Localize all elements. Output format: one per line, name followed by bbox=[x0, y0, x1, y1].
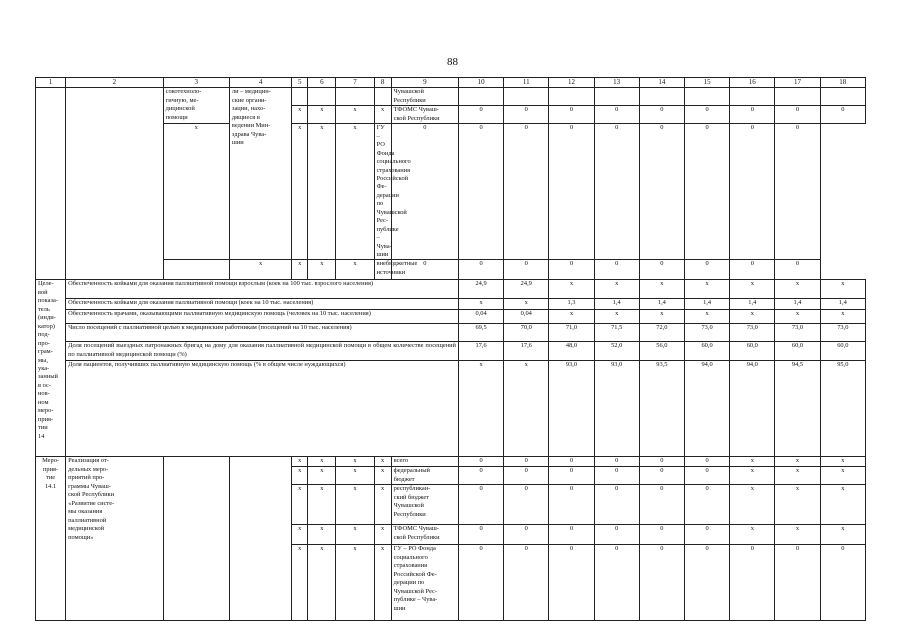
value-cell: 0 bbox=[504, 485, 549, 525]
empty-cell bbox=[594, 88, 639, 106]
value-cell: 0 bbox=[639, 457, 684, 467]
mark-cell: x bbox=[336, 485, 374, 525]
value-cell: 0 bbox=[458, 124, 503, 260]
value-cell: 94,0 bbox=[684, 361, 729, 457]
value-cell: 0 bbox=[730, 124, 775, 260]
indicator-name-cell: Обеспеченность койками для оказания паллиативной помощи (коек на 10 тыс. населения) bbox=[66, 299, 459, 310]
value-cell: 56,0 bbox=[639, 342, 684, 361]
value-cell: x bbox=[549, 280, 594, 299]
indicator-row bbox=[36, 299, 866, 310]
value-cell: 0 bbox=[504, 467, 549, 485]
value-cell: 0 bbox=[820, 545, 865, 621]
empty-cell bbox=[36, 260, 66, 280]
value-cell: 0 bbox=[504, 260, 549, 280]
value-cell: 0 bbox=[549, 124, 594, 260]
empty-cell bbox=[684, 88, 729, 106]
empty-cell bbox=[730, 88, 775, 106]
mark-cell: x bbox=[308, 485, 336, 525]
empty-cell bbox=[336, 88, 374, 106]
table-row bbox=[36, 88, 866, 106]
value-cell: 0 bbox=[549, 467, 594, 485]
value-cell: 0 bbox=[594, 485, 639, 525]
indicator-row bbox=[36, 310, 866, 324]
value-cell: 0 bbox=[504, 124, 549, 260]
value-cell: 0 bbox=[594, 467, 639, 485]
value-cell: 73,0 bbox=[775, 324, 820, 342]
indicator-row bbox=[36, 324, 866, 342]
value-cell: 0 bbox=[684, 457, 729, 467]
value-cell: 0 bbox=[684, 106, 729, 124]
value-cell: 0 bbox=[684, 545, 729, 621]
column-number: 18 bbox=[820, 78, 865, 88]
value-cell: 0 bbox=[594, 106, 639, 124]
value-cell: 1,3 bbox=[549, 299, 594, 310]
funding-source-cell: ТФОМС Чуваш- ской Республики bbox=[391, 106, 458, 124]
empty-cell bbox=[66, 88, 163, 106]
value-cell: 0 bbox=[639, 545, 684, 621]
column-number: 1 bbox=[36, 78, 66, 88]
value-cell: x bbox=[639, 280, 684, 299]
value-cell: x bbox=[504, 299, 549, 310]
empty-cell bbox=[292, 88, 308, 106]
value-cell: 94,0 bbox=[730, 361, 775, 457]
value-cell: x bbox=[775, 467, 820, 485]
value-cell: 0 bbox=[594, 457, 639, 467]
value-cell: 24,9 bbox=[458, 280, 503, 299]
value-cell: x bbox=[820, 467, 865, 485]
funding-source-cell: Чувашской Республики bbox=[391, 88, 458, 106]
value-cell: 0 bbox=[458, 545, 503, 621]
mark-cell: x bbox=[374, 545, 391, 621]
value-cell: 73,0 bbox=[820, 324, 865, 342]
value-cell: 0 bbox=[549, 260, 594, 280]
indicator-row bbox=[36, 342, 866, 361]
column-number: 9 bbox=[391, 78, 458, 88]
value-cell: 0 bbox=[820, 106, 865, 124]
column-number: 13 bbox=[594, 78, 639, 88]
mark-cell: x bbox=[229, 260, 291, 280]
mark-cell: x bbox=[163, 124, 229, 260]
value-cell: x bbox=[594, 280, 639, 299]
mark-cell: x bbox=[336, 124, 374, 260]
funding-source-cell: ГУ – РО Фонда социального страхования Российской Фе- дерации по Чувашской Рес- публике – Чува- шии bbox=[391, 545, 458, 621]
value-cell: 71,0 bbox=[549, 324, 594, 342]
value-cell: 1,4 bbox=[730, 299, 775, 310]
value-cell: 52,0 bbox=[594, 342, 639, 361]
value-cell: x bbox=[820, 280, 865, 299]
value-cell: 0 bbox=[504, 106, 549, 124]
mark-cell: x bbox=[292, 260, 308, 280]
empty-cell bbox=[374, 88, 391, 106]
value-cell: 0 bbox=[458, 106, 503, 124]
value-cell: 0 bbox=[684, 260, 729, 280]
executor-cell: ли – медицин- ские органи- зации, нахо- дящиеся в ведении Мин- здрава Чува- шии bbox=[229, 88, 291, 260]
value-cell: 70,0 bbox=[504, 324, 549, 342]
value-cell: x bbox=[639, 310, 684, 324]
measure-row bbox=[36, 457, 866, 467]
value-cell: x bbox=[775, 485, 820, 525]
mark-cell: x bbox=[374, 525, 391, 545]
value-cell: 17,6 bbox=[458, 342, 503, 361]
value-cell: 73,0 bbox=[684, 324, 729, 342]
empty-cell bbox=[163, 260, 229, 280]
empty-cell bbox=[504, 88, 549, 106]
empty-cell bbox=[163, 457, 229, 621]
value-cell: 60,0 bbox=[684, 342, 729, 361]
mark-cell: x bbox=[374, 467, 391, 485]
value-cell: x bbox=[730, 525, 775, 545]
value-cell: x bbox=[820, 457, 865, 467]
value-cell: 0 bbox=[775, 124, 820, 260]
mark-cell: x bbox=[308, 457, 336, 467]
value-cell: 0 bbox=[549, 545, 594, 621]
value-cell: 0 bbox=[504, 545, 549, 621]
value-cell: 69,5 bbox=[458, 324, 503, 342]
value-cell: 0 bbox=[458, 485, 503, 525]
mark-cell: x bbox=[374, 457, 391, 467]
value-cell: 0 bbox=[639, 106, 684, 124]
value-cell: 0 bbox=[639, 260, 684, 280]
value-cell: x bbox=[730, 280, 775, 299]
empty-cell bbox=[775, 88, 820, 106]
mark-cell: x bbox=[292, 485, 308, 525]
column-number: 6 bbox=[308, 78, 336, 88]
empty-cell bbox=[820, 88, 865, 106]
empty-cell bbox=[229, 457, 291, 621]
indicator-name-cell: Доля пациентов, получивших паллиативную медицинскую помощь (% в общем числе нуждающихся) bbox=[66, 361, 459, 457]
column-number: 11 bbox=[504, 78, 549, 88]
value-cell: x bbox=[549, 310, 594, 324]
mark-cell: x bbox=[308, 106, 336, 124]
table-body bbox=[36, 78, 866, 621]
column-number: 15 bbox=[684, 78, 729, 88]
funding-source-cell: республикан- ский бюджет Чувашской Республики bbox=[391, 485, 458, 525]
value-cell: x bbox=[730, 467, 775, 485]
value-cell: 60,0 bbox=[775, 342, 820, 361]
value-cell: x bbox=[775, 310, 820, 324]
mark-cell: x bbox=[308, 260, 336, 280]
value-cell: 72,0 bbox=[639, 324, 684, 342]
column-number: 8 bbox=[374, 78, 391, 88]
value-cell: 60,0 bbox=[730, 342, 775, 361]
indicator-name-cell: Доля посещений выездных патронажных бригад на дому для оказания паллиативной медицинской помощи в общем количестве посещений по паллиативной медицинской помощи (%) bbox=[66, 342, 459, 361]
value-cell: 0 bbox=[684, 124, 729, 260]
indicator-label-cell: Целе- вой показа- тель (инди- катор) под- про- грам- мы, ука- занный в ос- нов- ном меро- прия- тии 14 bbox=[36, 280, 66, 457]
mark-cell: x bbox=[336, 260, 374, 280]
value-cell: 95,0 bbox=[820, 361, 865, 457]
value-cell: 0 bbox=[730, 106, 775, 124]
mark-cell: x bbox=[336, 106, 374, 124]
mark-cell: x bbox=[292, 106, 308, 124]
value-cell: 1,4 bbox=[820, 299, 865, 310]
value-cell: 0 bbox=[594, 525, 639, 545]
value-cell: 0 bbox=[639, 124, 684, 260]
value-cell: 0 bbox=[458, 467, 503, 485]
indicator-name-cell: Число посещений с паллиативной целью к медицинским работникам (посещений на 10 тыс. населения) bbox=[66, 324, 459, 342]
value-cell: x bbox=[775, 457, 820, 467]
table-row bbox=[36, 124, 866, 260]
mark-cell: x bbox=[292, 525, 308, 545]
mark-cell: x bbox=[336, 545, 374, 621]
funding-source-cell: федеральный бюджет bbox=[391, 467, 458, 485]
value-cell: 0 bbox=[594, 545, 639, 621]
value-cell: 93,0 bbox=[549, 361, 594, 457]
value-cell: 0 bbox=[549, 525, 594, 545]
program-table bbox=[35, 77, 866, 621]
empty-cell bbox=[36, 106, 66, 124]
column-number: 3 bbox=[163, 78, 229, 88]
value-cell: x bbox=[730, 457, 775, 467]
measure-name-cell: Реализация от- дельных меро- приятий про- граммы Чуваш- ской Республики «Развитие систе- мы оказания паллиативной медицинской помощи» bbox=[66, 457, 163, 621]
value-cell: 93,5 bbox=[639, 361, 684, 457]
mark-cell: x bbox=[308, 545, 336, 621]
empty-cell bbox=[66, 124, 163, 260]
value-cell: 0 bbox=[684, 485, 729, 525]
value-cell: 0 bbox=[775, 260, 820, 280]
indicator-row bbox=[36, 280, 866, 299]
column-number: 10 bbox=[458, 78, 503, 88]
value-cell: 0 bbox=[391, 124, 458, 260]
empty-cell bbox=[66, 260, 163, 280]
header-row bbox=[36, 78, 866, 88]
column-number: 4 bbox=[229, 78, 291, 88]
mark-cell: x bbox=[308, 525, 336, 545]
value-cell: 0 bbox=[594, 124, 639, 260]
value-cell: 0 bbox=[639, 485, 684, 525]
table-row bbox=[36, 106, 866, 124]
mark-cell: x bbox=[292, 457, 308, 467]
value-cell: x bbox=[458, 299, 503, 310]
value-cell: 0,04 bbox=[504, 310, 549, 324]
funding-source-cell: всего bbox=[391, 457, 458, 467]
mark-cell: x bbox=[308, 124, 336, 260]
empty-cell bbox=[36, 124, 66, 260]
value-cell: 0 bbox=[458, 525, 503, 545]
funding-source-cell: внебюджетные источники bbox=[374, 260, 391, 280]
funding-source-cell: ГУ – РО Фонда социального страхования Российской Фе- дерации по Чувашской Рес- публике – Чува- шии bbox=[374, 124, 391, 260]
value-cell: 0 bbox=[504, 525, 549, 545]
mark-cell: x bbox=[336, 525, 374, 545]
mark-cell: x bbox=[374, 485, 391, 525]
value-cell: x bbox=[730, 310, 775, 324]
mark-cell: x bbox=[374, 106, 391, 124]
value-cell: 0 bbox=[549, 485, 594, 525]
value-cell: x bbox=[820, 485, 865, 525]
empty-cell bbox=[549, 88, 594, 106]
value-cell: 0 bbox=[458, 457, 503, 467]
value-cell: 71,5 bbox=[594, 324, 639, 342]
empty-cell bbox=[308, 88, 336, 106]
value-cell: 73,0 bbox=[730, 324, 775, 342]
value-cell: 48,0 bbox=[549, 342, 594, 361]
page-number: 88 bbox=[447, 56, 458, 68]
value-cell: 0 bbox=[458, 260, 503, 280]
column-number: 7 bbox=[336, 78, 374, 88]
mark-cell: x bbox=[292, 467, 308, 485]
mark-cell: x bbox=[292, 545, 308, 621]
value-cell: x bbox=[820, 310, 865, 324]
value-cell: 0 bbox=[639, 525, 684, 545]
value-cell: 0 bbox=[594, 260, 639, 280]
value-cell: 1,4 bbox=[775, 299, 820, 310]
value-cell: 0,04 bbox=[458, 310, 503, 324]
organization-type-cell: сокотехноло- гичную, ме- дицинской помощи bbox=[163, 88, 229, 124]
value-cell: 0 bbox=[549, 457, 594, 467]
value-cell: 0 bbox=[730, 545, 775, 621]
value-cell: 0 bbox=[549, 106, 594, 124]
value-cell: 0 bbox=[730, 260, 775, 280]
column-number: 16 bbox=[730, 78, 775, 88]
value-cell: x bbox=[458, 361, 503, 457]
value-cell: 24,9 bbox=[504, 280, 549, 299]
value-cell: x bbox=[594, 310, 639, 324]
mark-cell: x bbox=[292, 124, 308, 260]
value-cell: 0 bbox=[684, 525, 729, 545]
measure-label-cell: Меро- прия- тие 14.1 bbox=[36, 457, 66, 621]
value-cell: x bbox=[775, 525, 820, 545]
column-number: 12 bbox=[549, 78, 594, 88]
value-cell: 60,0 bbox=[820, 342, 865, 361]
indicator-name-cell: Обеспеченность койками для оказания паллиативной помощи взрослым (коек на 100 тыс. взрослого населения) bbox=[66, 280, 459, 299]
value-cell: 93,0 bbox=[594, 361, 639, 457]
value-cell: 0 bbox=[504, 457, 549, 467]
empty-cell bbox=[36, 88, 66, 106]
value-cell: x bbox=[730, 485, 775, 525]
mark-cell: x bbox=[336, 457, 374, 467]
value-cell: 1,4 bbox=[684, 299, 729, 310]
mark-cell: x bbox=[308, 467, 336, 485]
value-cell: 1,4 bbox=[594, 299, 639, 310]
value-cell: x bbox=[684, 280, 729, 299]
empty-cell bbox=[66, 106, 163, 124]
empty-cell bbox=[458, 88, 503, 106]
value-cell: x bbox=[820, 525, 865, 545]
column-number: 14 bbox=[639, 78, 684, 88]
value-cell: 0 bbox=[391, 260, 458, 280]
mark-cell: x bbox=[336, 467, 374, 485]
indicator-row bbox=[36, 361, 866, 457]
table-row bbox=[36, 260, 866, 280]
value-cell: 94,5 bbox=[775, 361, 820, 457]
column-number: 17 bbox=[775, 78, 820, 88]
indicator-name-cell: Обеспеченность врачами, оказывающими паллиативную медицинскую помощь (человек на 10 тыс. населения) bbox=[66, 310, 459, 324]
value-cell: 0 bbox=[775, 106, 820, 124]
value-cell: 0 bbox=[775, 545, 820, 621]
funding-source-cell: ТФОМС Чуваш- ской Республики bbox=[391, 525, 458, 545]
value-cell: 1,4 bbox=[639, 299, 684, 310]
value-cell: x bbox=[775, 280, 820, 299]
value-cell: 17,6 bbox=[504, 342, 549, 361]
value-cell: 0 bbox=[639, 467, 684, 485]
value-cell: x bbox=[504, 361, 549, 457]
value-cell: x bbox=[684, 310, 729, 324]
column-number: 5 bbox=[292, 78, 308, 88]
value-cell: 0 bbox=[684, 467, 729, 485]
column-number: 2 bbox=[66, 78, 163, 88]
empty-cell bbox=[639, 88, 684, 106]
